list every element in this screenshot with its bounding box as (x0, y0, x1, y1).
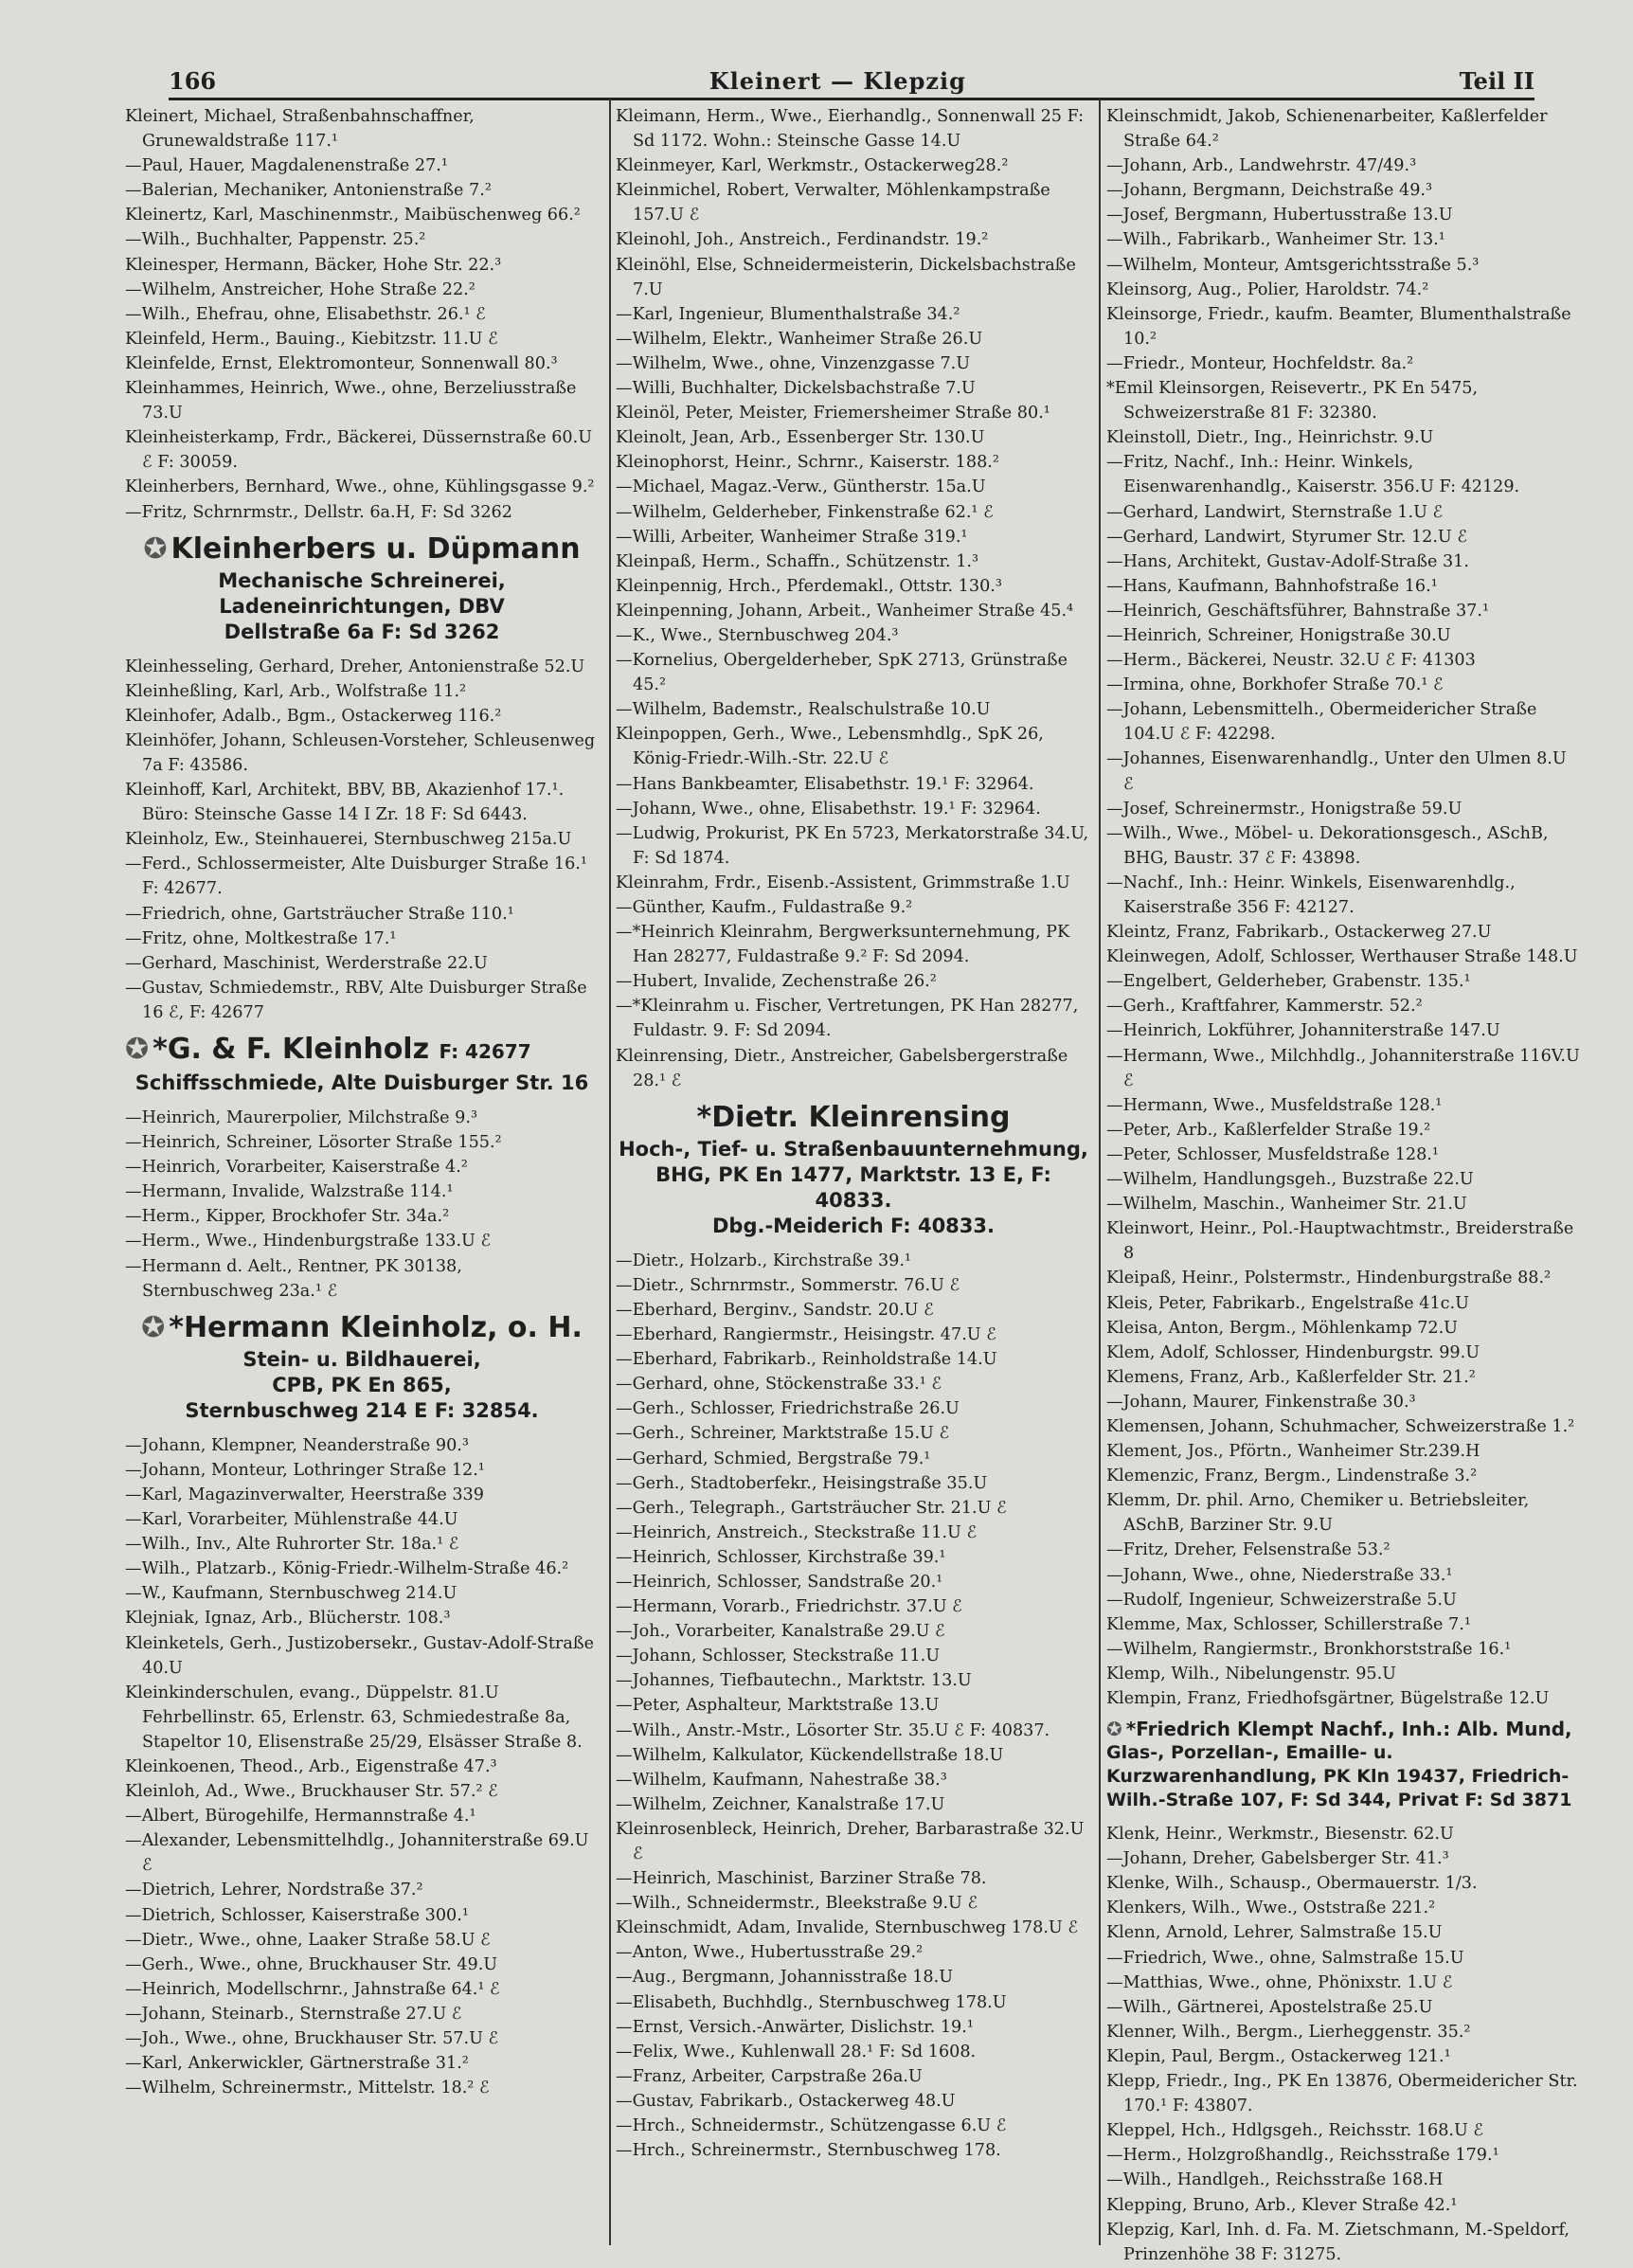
directory-entry: —Gerhard, Landwirt, Sternstraße 1.U ℰ (1106, 502, 1444, 522)
column-3 (1106, 104, 1580, 2264)
directory-entry: Kleinert, Michael, Straßenbahnschaffner, Grunewaldstraße 117.¹ (125, 107, 475, 152)
directory-entry: —Kornelius, Obergelderheber, SpK 2713, Grünstraße 45.² (616, 651, 1068, 695)
directory-entry: Kleinwegen, Adolf, Schlosser, Werthauser Straße 148.U (1106, 947, 1578, 967)
directory-entry: Kleis, Peter, Fabrikarb., Engelstraße 41c.U (1106, 1293, 1469, 1313)
directory-entry: Kleinmeyer, Karl, Werkmstr., Ostackerweg28.² (616, 156, 1009, 176)
directory-entry: —Nachf., Inh.: Heinr. Winkels, Eisenwarenhdlg., Kaiserstraße 356 F: 42127. (1106, 873, 1516, 917)
directory-entry: Kleinfeld, Herm., Bauing., Kiebitzstr. 11.U ℰ (125, 329, 498, 349)
directory-entry: —Johann, Monteur, Lothringer Straße 12.¹ (125, 1460, 485, 1480)
directory-entry: —Eberhard, Fabrikarb., Reinholdstraße 14.U (616, 1350, 997, 1370)
ad-line: Hoch-, Tief- u. Straßenbauunternehmung, (619, 1137, 1088, 1161)
directory-entry: —Peter, Asphalteur, Marktstraße 13.U (616, 1696, 940, 1716)
directory-entry: —Johann, Maurer, Finkenstraße 30.³ (1106, 1392, 1416, 1412)
directory-entry: —Heinrich, Schlosser, Kirchstraße 39.¹ (616, 1547, 946, 1567)
directory-entry: —Johann, Bergmann, Deichstraße 49.³ (1106, 181, 1433, 201)
ad-phone: F: 42677 (439, 1040, 531, 1063)
directory-entry: —Fritz, Nachf., Inh.: Heinr. Winkels, Eisenwarenhandlg., Kaiserstr. 356.U F: 42129. (1106, 453, 1520, 497)
directory-entry: Klenner, Wilh., Bergm., Lierheggenstr. 35.² (1106, 2022, 1471, 2042)
directory-entry: —Gustav, Fabrikarb., Ostackerweg 48.U (616, 2091, 956, 2111)
directory-entry: Kleinrahm, Frdr., Eisenb.-Assistent, Grimmstraße 1.U (616, 873, 1070, 892)
directory-entry: Kleimann, Herm., Wwe., Eierhandlg., Sonnenwall 25 F: Sd 1172. Wohn.: Steinsche Gasse 14.U (616, 107, 1085, 152)
directory-entry: Klemensen, Johann, Schuhmacher, Schweizerstraße 1.² (1106, 1416, 1575, 1436)
ad-line: CPB, PK En 865, (272, 1373, 452, 1396)
directory-entry: —Wilhelm, Wwe., ohne, Vinzenzgasse 7.U (616, 353, 971, 373)
advertisement-klempt (1106, 1717, 1580, 1812)
directory-entry: Klenn, Arnold, Lehrer, Salmstraße 15.U (1106, 1923, 1443, 1943)
directory-entry: —Eberhard, Rangiermstr., Heisingstr. 47.U ℰ (616, 1325, 996, 1345)
directory-entry: Kleinrensing, Dietr., Anstreicher, Gabelsbergerstraße 28.¹ ℰ (616, 1046, 1068, 1090)
directory-entry: —Karl, Ingenieur, Blumenthalstraße 34.² (616, 304, 960, 324)
page-number: 166 (169, 67, 217, 95)
entry-group (125, 1433, 599, 2101)
ornament-icon: ✪ (143, 531, 168, 566)
directory-entry: —Johann, Klempner, Neanderstraße 90.³ (125, 1435, 469, 1455)
directory-entry: Kleintz, Franz, Fabrikarb., Ostackerweg 27.U (1106, 923, 1492, 943)
column-divider (1099, 99, 1101, 2245)
directory-entry: Kleinhesseling, Gerhard, Dreher, Antonienstraße 52.U (125, 657, 585, 676)
directory-entry: Klem, Adolf, Schlosser, Hindenburgstr. 99.U (1106, 1342, 1480, 1362)
entry-group (616, 104, 1091, 1093)
directory-entry: —Gerh., Stadtoberfekr., Heisingstraße 35.U (616, 1473, 988, 1493)
directory-entry: —Wilh., Buchhalter, Pappenstr. 25.² (125, 230, 426, 250)
directory-entry: Kleinhammes, Heinrich, Wwe., ohne, Berzeliusstraße 73.U (125, 379, 577, 423)
directory-entry: —Michael, Magaz.-Verw., Güntherstr. 15a.U (616, 477, 986, 497)
ad-line: Glas-, Porzellan-, Emaille- u. Kurzwarenhandlung, PK Kln 19437, Friedrich-Wilh.-Straße 107, F: Sd 344, Privat F: Sd 3871 (1106, 1742, 1572, 1811)
directory-entry: —Hrch., Schreinermstr., Sternbuschweg 178. (616, 2141, 1001, 2161)
directory-entry: —Hans Bankbeamter, Elisabethstr. 19.¹ F: 32964. (616, 774, 1034, 794)
directory-entry: Kleinrosenbleck, Heinrich, Dreher, Barbarastraße 32.U ℰ (616, 1819, 1085, 1863)
directory-entry: *Emil Kleinsorgen, Reisevertr., PK En 5475, Schweizerstraße 81 F: 32380. (1106, 379, 1479, 423)
directory-entry: —Wilh., Fabrikarb., Wanheimer Str. 13.¹ (1106, 230, 1445, 250)
directory-entry: —Herm., Kipper, Brockhofer Str. 34a.² (125, 1207, 450, 1227)
directory-entry: —Hubert, Invalide, Zechenstraße 26.² (616, 972, 937, 992)
directory-entry: —Hermann, Invalide, Walzstraße 114.¹ (125, 1182, 454, 1202)
directory-entry: Kleinolt, Jean, Arb., Essenberger Str. 130.U (616, 428, 985, 448)
directory-entry: Kleinsorg, Aug., Polier, Haroldstr. 74.² (1106, 279, 1429, 299)
directory-entry: Kleinwort, Heinr., Pol.-Hauptwachtmstr., Breiderstraße 8 (1106, 1219, 1574, 1264)
directory-entry: —Johann, Wwe., ohne, Niederstraße 33.¹ (1106, 1565, 1453, 1585)
ornament-icon: ✪ (1106, 1718, 1122, 1741)
directory-entry: —Johann, Dreher, Gabelsberger Str. 41.³ (1106, 1849, 1449, 1869)
directory-entry: Kleinhoff, Karl, Architekt, BBV, BB, Akazienhof 17.¹. Büro: Steinsche Gasse 14 I Zr. 18 F: Sd 6443. (125, 781, 565, 825)
directory-entry: —Irmina, ohne, Borkhofer Straße 70.¹ ℰ (1106, 675, 1444, 695)
directory-entry: —K., Wwe., Sternbuschweg 204.³ (616, 625, 899, 645)
ad-line: Dbg.-Meiderich F: 40833. (711, 1214, 995, 1237)
directory-entry: —Johann, Lebensmittelh., Obermeidericher Straße 104.U ℰ F: 42298. (1106, 700, 1537, 745)
directory-entry: —Johann, Schlosser, Steckstraße 11.U (616, 1647, 941, 1666)
directory-entry: —Balerian, Mechaniker, Antonienstraße 7.² (125, 181, 492, 201)
directory-entry: —Rudolf, Ingenieur, Schweizerstraße 5.U (1106, 1590, 1457, 1610)
directory-entry: Klejniak, Ignaz, Arb., Blücherstr. 108.³ (125, 1609, 451, 1629)
directory-entry: —Elisabeth, Buchhdlg., Sternbuschweg 178.U (616, 1992, 1007, 2012)
directory-entry: —Günther, Kaufm., Fuldastraße 9.² (616, 898, 913, 917)
directory-entry: —Hermann, Wwe., Milchhdlg., Johanniterstraße 116V.U ℰ (1106, 1046, 1580, 1090)
directory-entry: —Aug., Bergmann, Johannisstraße 18.U (616, 1968, 954, 1988)
directory-entry: —Hermann, Vorarb., Friedrichstr. 37.U ℰ (616, 1597, 962, 1617)
directory-entry: Kleinheßling, Karl, Arb., Wolfstraße 11.² (125, 681, 467, 701)
directory-entry: —Heinrich, Geschäftsführer, Bahnstraße 37.¹ (1106, 601, 1490, 621)
ornament-icon: ✪ (141, 1310, 166, 1344)
advertisement-hermann-kleinholz (125, 1309, 599, 1424)
ad-line: Mechanische Schreinerei, (218, 568, 506, 592)
directory-entry: Klemme, Max, Schlosser, Schillerstraße 7.¹ (1106, 1614, 1471, 1634)
directory-entry: —Dietrich, Schlosser, Kaiserstraße 300.¹ (125, 1905, 469, 1925)
directory-entry: —*Heinrich Kleinrahm, Bergwerksunternehmung, PK Han 28277, Fuldastraße 9.² F: Sd 2094. (616, 923, 1070, 967)
directory-entry: Kleinpenning, Johann, Arbeit., Wanheimer Straße 45.⁴ (616, 601, 1074, 621)
entry-group (125, 104, 599, 525)
directory-entry: —Karl, Magazinverwalter, Heerstraße 339 (125, 1485, 484, 1504)
directory-entry: —Wilhelm, Zeichner, Kanalstraße 17.U (616, 1794, 945, 1814)
directory-entry: —Heinrich, Maurerpolier, Milchstraße 9.³ (125, 1108, 478, 1127)
directory-entry: —Joh., Vorarbeiter, Kanalstraße 29.U ℰ (616, 1622, 945, 1642)
directory-entry: —Alexander, Lebensmittelhdlg., Johanniterstraße 69.U ℰ (125, 1831, 589, 1876)
ad-line: Stein- u. Bildhauerei, (242, 1347, 481, 1371)
directory-entry: —Heinrich, Vorarbeiter, Kaiserstraße 4.² (125, 1158, 468, 1178)
directory-entry: —Ernst, Versich.-Anwärter, Dislichstr. 19.¹ (616, 2017, 974, 2037)
ornament-icon: ✪ (125, 1033, 150, 1066)
directory-entry: Kleinloh, Ad., Wwe., Bruckhauser Str. 57.² ℰ (125, 1782, 498, 1802)
directory-entry: —Karl, Ankerwickler, Gärtnerstraße 31.² (125, 2054, 469, 2074)
directory-entry: —Ferd., Schlossermeister, Alte Duisburger Straße 16.¹ F: 42677. (125, 855, 587, 899)
directory-entry: Kleinesper, Hermann, Bäcker, Hohe Str. 22.³ (125, 255, 502, 275)
ad-line: BHG, PK En 1477, Marktstr. 13 E, F: 40833. (655, 1162, 1051, 1212)
directory-entry: —Friedr., Monteur, Hochfeldstr. 8a.² (1106, 353, 1414, 373)
directory-entry: Kleinherbers, Bernhard, Wwe., ohne, Kühlingsgasse 9.² (125, 477, 595, 497)
directory-entry: Kleinketels, Gerh., Justizobersekr., Gustav-Adolf-Straße 40.U (125, 1633, 594, 1678)
directory-entry: Kleinöl, Peter, Meister, Friemersheimer Straße 80.¹ (616, 404, 1050, 423)
directory-entry: Kleinpaß, Herm., Schaffn., Schützenstr. 1.³ (616, 551, 979, 571)
directory-entry: Kleisa, Anton, Bergm., Möhlenkamp 72.U (1106, 1318, 1459, 1338)
directory-entry: Kleinschmidt, Jakob, Schienenarbeiter, Kaßlerfelder Straße 64.² (1106, 107, 1548, 152)
directory-entry: —Heinrich, Anstreich., Steckstraße 11.U ℰ (616, 1522, 978, 1542)
directory-entry: Kleinophorst, Heinr., Schrnr., Kaiserstr. 188.² (616, 453, 999, 473)
directory-entry: —Johannes, Eisenwarenhandlg., Unter den Ulmen 8.U ℰ (1106, 749, 1567, 794)
ad-name: *G. & F. Kleinholz (153, 1033, 430, 1066)
directory-entry: —Gerh., Wwe., ohne, Bruckhauser Str. 49.U (125, 1954, 498, 1974)
directory-entry: Klemm, Dr. phil. Arno, Chemiker u. Betriebsleiter, ASchB, Barziner Str. 9.U (1106, 1491, 1530, 1536)
directory-entry: Klepin, Paul, Bergm., Ostackerweg 121.¹ (1106, 2046, 1451, 2066)
directory-entry: —Friedrich, ohne, Gartsträucher Straße 110.¹ (125, 904, 514, 924)
directory-entry: Klemenzic, Franz, Bergm., Lindenstraße 3.² (1106, 1467, 1478, 1486)
directory-entry: —Herm., Bäckerei, Neustr. 32.U ℰ F: 41303 (1106, 651, 1476, 671)
directory-entry: Klenk, Heinr., Werkmstr., Biesenstr. 62.U (1106, 1825, 1454, 1845)
directory-entry: Kleinkoenen, Theod., Arb., Eigenstraße 47.³ (125, 1756, 497, 1776)
entry-group (616, 1249, 1091, 2163)
directory-entry: —Heinrich, Modellschrnr., Jahnstraße 64.¹ ℰ (125, 1979, 500, 1999)
directory-entry: Kleinfelde, Ernst, Elektromonteur, Sonnenwall 80.³ (125, 353, 558, 373)
ad-line: Dellstraße 6a F: Sd 3262 (224, 620, 500, 643)
column-divider (609, 99, 611, 2245)
advertisement-kleinherbers (125, 531, 599, 645)
directory-entry: —Wilh., Schneidermstr., Bleekstraße 9.U ℰ (616, 1894, 978, 1914)
directory-entry: —Fritz, ohne, Moltkestraße 17.¹ (125, 928, 397, 948)
directory-entry: Kleinkinderschulen, evang., Düppelstr. 81.U Fehrbellinstr. 65, Erlenstr. 63, Schmiedestraße 8a, Stapeltor 10, Elisenstraße 25/29, Elsässer Straße 8. (125, 1683, 583, 1752)
directory-entry: —Felix, Wwe., Kuhlenwall 28.¹ F: Sd 1608. (616, 2042, 977, 2061)
directory-entry: —Wilhelm, Bademstr., Realschulstraße 10.U (616, 700, 991, 720)
entry-group (1106, 1822, 1580, 2267)
ad-name: Kleinherbers u. Düpmann (170, 531, 581, 566)
directory-entry: —Fritz, Schrnrmstr., Dellstr. 6a.H, F: Sd 3262 (125, 502, 512, 522)
directory-entry: —Johann, Arb., Landwehrstr. 47/49.³ (1106, 156, 1417, 176)
advertisement-gf-kleinholz (125, 1031, 599, 1096)
directory-entry: —*Kleinrahm u. Fischer, Vertretungen, PK Han 28277, Fuldastr. 9. F: Sd 2094. (616, 997, 1079, 1041)
directory-entry: Kleinertz, Karl, Maschinenmstr., Maibüschenweg 66.² (125, 206, 581, 225)
directory-entry: —Gerh., Kraftfahrer, Kammerstr. 52.² (1106, 997, 1423, 1017)
directory-entry: —Wilhelm, Handlungsgeh., Buzstraße 22.U (1106, 1170, 1474, 1190)
ad-line: Ladeneinrichtungen, DBV (219, 594, 505, 618)
directory-entry: —Gerhard, ohne, Stöckenstraße 33.¹ ℰ (616, 1375, 942, 1395)
directory-entry: —Gerh., Schreiner, Marktstraße 15.U ℰ (616, 1424, 950, 1444)
directory-entry: Klepping, Bruno, Arb., Klever Straße 42.¹ (1106, 2195, 1458, 2215)
directory-entry: —Gerhard, Schmied, Bergstraße 79.¹ (616, 1449, 931, 1468)
directory-entry: —Willi, Arbeiter, Wanheimer Straße 319.¹ (616, 527, 968, 547)
directory-entry: —Gerhard, Maschinist, Werderstraße 22.U (125, 953, 488, 973)
directory-entry: —Wilhelm, Kaufmann, Nahestraße 38.³ (616, 1770, 947, 1790)
directory-entry: Kleinmichel, Robert, Verwalter, Möhlenkampstraße 157.U ℰ (616, 181, 1050, 225)
directory-entry: —Wilhelm, Rangiermstr., Bronkhorststraße 16.¹ (1106, 1639, 1512, 1659)
directory-entry: Klenkers, Wilh., Wwe., Oststraße 221.² (1106, 1899, 1436, 1918)
directory-entry: —Karl, Vorarbeiter, Mühlenstraße 44.U (125, 1510, 458, 1530)
directory-entry: —Willi, Buchhalter, Dickelsbachstraße 7.U (616, 379, 976, 399)
directory-entry: —Josef, Schreinermstr., Honigstraße 59.U (1106, 799, 1463, 819)
directory-entry: Kleinohl, Joh., Anstreich., Ferdinandstr. 19.² (616, 230, 989, 250)
directory-entry: Kleinpoppen, Gerh., Wwe., Lebensmhdlg., SpK 26, König-Friedr.-Wilh.-Str. 22.U ℰ (616, 725, 1044, 769)
ad-line: Sternbuschweg 214 E F: 32854. (185, 1398, 539, 1422)
directory-entry: Klement, Jos., Pförtn., Wanheimer Str.239.H (1106, 1442, 1480, 1462)
directory-entry: —Franz, Arbeiter, Carpstraße 26a.U (616, 2066, 923, 2086)
column-1 (125, 104, 599, 2249)
directory-entry: —Wilhelm, Gelderheber, Finkenstraße 62.¹ ℰ (616, 502, 994, 522)
directory-entry: Kleppel, Hch., Hdlgsgeh., Reichsstr. 168.U ℰ (1106, 2121, 1484, 2141)
directory-entry: —Wilh., Gärtnerei, Apostelstraße 25.U (1106, 1997, 1433, 2017)
directory-entry: Klepp, Friedr., Ing., PK En 13876, Obermeidericher Str. 170.¹ F: 43807. (1106, 2072, 1578, 2116)
column-2 (616, 104, 1091, 2249)
directory-entry: —Johann, Steinarb., Sternstraße 27.U ℰ (125, 2004, 462, 2024)
ad-name: *Friedrich Klempt Nachf., Inh.: Alb. Mund, (1125, 1718, 1572, 1741)
directory-entry: Klenke, Wilh., Schausp., Obermauerstr. 1/3. (1106, 1874, 1478, 1894)
directory-entry: —Peter, Schlosser, Musfeldstraße 128.¹ (1106, 1144, 1439, 1164)
directory-entry: Klemens, Franz, Arb., Kaßlerfelder Str. 21.² (1106, 1367, 1476, 1387)
directory-entry: —Johann, Wwe., ohne, Elisabethstr. 19.¹ F: 32964. (616, 799, 1041, 819)
directory-entry: —Wilhelm, Maschin., Wanheimer Str. 21.U (1106, 1195, 1467, 1215)
directory-entry: Kleinheisterkamp, Frdr., Bäckerei, Düssernstraße 60.U ℰ F: 30059. (125, 428, 593, 473)
directory-entry: Klepzig, Karl, Inh. d. Fa. M. Zietschmann, M.-Speldorf, Prinzenhöhe 38 F: 31275. (1106, 2220, 1570, 2264)
directory-entry: —Anton, Wwe., Hubertusstraße 29.² (616, 1943, 924, 1963)
directory-entry: —Johannes, Tiefbautechn., Marktstr. 13.U (616, 1671, 972, 1691)
directory-entry: Kleinstoll, Dietr., Ing., Heinrichstr. 9.U (1106, 428, 1434, 448)
directory-entry: —Herm., Holzgroßhandlg., Reichsstraße 179.¹ (1106, 2146, 1499, 2166)
directory-entry: —Dietrich, Lehrer, Nordstraße 37.² (125, 1881, 423, 1900)
directory-entry: —Heinrich, Maschinist, Barziner Straße 78. (616, 1869, 987, 1889)
directory-entry: —Heinrich, Lokführer, Johanniterstraße 147.U (1106, 1021, 1500, 1041)
directory-entry: —Wilh., Handlgeh., Reichsstraße 168.H (1106, 2170, 1444, 2190)
directory-entry: Kleinholz, Ew., Steinhauerei, Sternbuschweg 215a.U (125, 830, 572, 850)
directory-entry: —Paul, Hauer, Magdalenenstraße 27.¹ (125, 156, 448, 176)
header-rule (169, 98, 1534, 100)
entry-group (125, 655, 599, 1025)
directory-entry: —Wilhelm, Schreinermstr., Mittelstr. 18.² ℰ (125, 2079, 490, 2098)
directory-entry: —Wilhelm, Monteur, Amtsgerichtsstraße 5.³ (1106, 255, 1480, 275)
directory-entry: —Wilh., Ehefrau, ohne, Elisabethstr. 26.¹ ℰ (125, 304, 486, 324)
directory-entry: —Gerhard, Landwirt, Styrumer Str. 12.U ℰ (1106, 527, 1468, 547)
directory-entry: —Wilhelm, Kalkulator, Kückendellstraße 18.U (616, 1745, 1004, 1765)
directory-entry: —Wilh., Inv., Alte Ruhrorter Str. 18a.¹ ℰ (125, 1535, 459, 1555)
directory-entry: —Peter, Arb., Kaßlerfelder Straße 19.² (1106, 1120, 1431, 1140)
directory-entry: —Wilh., Wwe., Möbel- u. Dekorationsgesch., ASchB, BHG, Baustr. 37 ℰ F: 43898. (1106, 823, 1549, 868)
directory-entry: Kleinhofer, Adalb., Bgm., Ostackerweg 116.² (125, 706, 502, 726)
ad-line: Schiffsschmiede, Alte Duisburger Str. 16 (135, 1071, 589, 1094)
page-header (169, 61, 1534, 95)
directory-entry: —Gerh., Schlosser, Friedrichstraße 26.U (616, 1399, 960, 1419)
directory-entry: —Friedrich, Wwe., ohne, Salmstraße 15.U (1106, 1948, 1464, 1968)
entry-group (125, 1106, 599, 1304)
directory-entry: —Ludwig, Prokurist, PK En 5723, Merkatorstraße 34.U, F: Sd 1874. (616, 823, 1089, 868)
directory-entry: —Gustav, Schmiedemstr., RBV, Alte Duisburger Straße 16 ℰ, F: 42677 (125, 978, 587, 1022)
directory-entry: —W., Kaufmann, Sternbuschweg 214.U (125, 1584, 458, 1604)
directory-entry: —Engelbert, Gelderheber, Grabenstr. 135.¹ (1106, 972, 1471, 992)
directory-entry: —Herm., Wwe., Hindenburgstraße 133.U ℰ (125, 1232, 492, 1251)
directory-entry: —Dietr., Wwe., ohne, Laaker Straße 58.U ℰ (125, 1930, 491, 1950)
directory-entry: Kleinpennig, Hrch., Pferdemakl., Ottstr. 130.³ (616, 576, 1002, 596)
directory-entry: —Hermann d. Aelt., Rentner, PK 30138, Sternbuschweg 23a.¹ ℰ (125, 1256, 462, 1301)
ad-name: *Dietr. Kleinrensing (696, 1100, 1011, 1134)
directory-entry: —Wilhelm, Elektr., Wanheimer Straße 26.U (616, 329, 983, 349)
directory-entry: Kleinhöfer, Johann, Schleusen-Vorsteher, Schleusenweg 7a F: 43586. (125, 730, 596, 775)
directory-entry: Klemp, Wilh., Nibelungenstr. 95.U (1106, 1664, 1397, 1683)
directory-entry: —Wilh., Anstr.-Mstr., Lösorter Str. 35.U ℰ F: 40837. (616, 1720, 1050, 1740)
directory-entry: —Heinrich, Schlosser, Sandstraße 20.¹ (616, 1572, 943, 1592)
directory-entry: Klempin, Franz, Friedhofsgärtner, Bügelstraße 12.U (1106, 1689, 1550, 1708)
directory-entry: Kleinschmidt, Adam, Invalide, Sternbuschweg 178.U ℰ (616, 1918, 1078, 1938)
directory-entry: —Dietr., Holzarb., Kirchstraße 39.¹ (616, 1251, 911, 1270)
directory-entry: —Heinrich, Schreiner, Lösorter Straße 155.² (125, 1133, 502, 1153)
entry-group (1106, 104, 1580, 1711)
directory-entry: —Albert, Bürogehilfe, Hermannstraße 4.¹ (125, 1807, 476, 1827)
directory-entry: —Hrch., Schneidermstr., Schützengasse 6.U ℰ (616, 2116, 1007, 2136)
name-range: Kleinert — Klepzig (709, 67, 966, 95)
ad-name: *Hermann Kleinholz, o. H. (169, 1310, 583, 1344)
directory-entry: —Wilh., Platzarb., König-Friedr.-Wilhelm-Straße 46.² (125, 1559, 569, 1579)
directory-entry: —Heinrich, Schreiner, Honigstraße 30.U (1106, 625, 1451, 645)
directory-entry: —Josef, Bergmann, Hubertusstraße 13.U (1106, 206, 1453, 225)
directory-entry: —Matthias, Wwe., ohne, Phönixstr. 1.U ℰ (1106, 1972, 1453, 1992)
directory-entry: —Fritz, Dreher, Felsenstraße 53.² (1106, 1540, 1391, 1560)
directory-entry: Kleinsorge, Friedr., kaufm. Beamter, Blumenthalstraße 10.² (1106, 304, 1571, 349)
directory-entry: —Gerh., Telegraph., Gartsträucher Str. 21.U ℰ (616, 1498, 1007, 1518)
directory-entry: —Dietr., Schrnrmstr., Sommerstr. 76.U ℰ (616, 1275, 960, 1295)
directory-entry: —Hermann, Wwe., Musfeldstraße 128.¹ (1106, 1095, 1443, 1115)
directory-entry: Kleipaß, Heinr., Polstermstr., Hindenburgstraße 88.² (1106, 1269, 1552, 1288)
directory-entry: —Wilhelm, Anstreicher, Hohe Straße 22.² (125, 279, 476, 299)
directory-entry: Kleinöhl, Else, Schneidermeisterin, Dickelsbachstraße 7.U (616, 255, 1076, 299)
directory-entry: —Hans, Architekt, Gustav-Adolf-Straße 31. (1106, 551, 1469, 571)
directory-entry: —Eberhard, Berginv., Sandstr. 20.U ℰ (616, 1300, 934, 1320)
directory-entry: —Joh., Wwe., ohne, Bruckhauser Str. 57.U ℰ (125, 2029, 499, 2048)
part-label: Teil II (1459, 67, 1534, 95)
advertisement-kleinrensing (616, 1099, 1091, 1239)
directory-entry: —Hans, Kaufmann, Bahnhofstraße 16.¹ (1106, 576, 1438, 596)
